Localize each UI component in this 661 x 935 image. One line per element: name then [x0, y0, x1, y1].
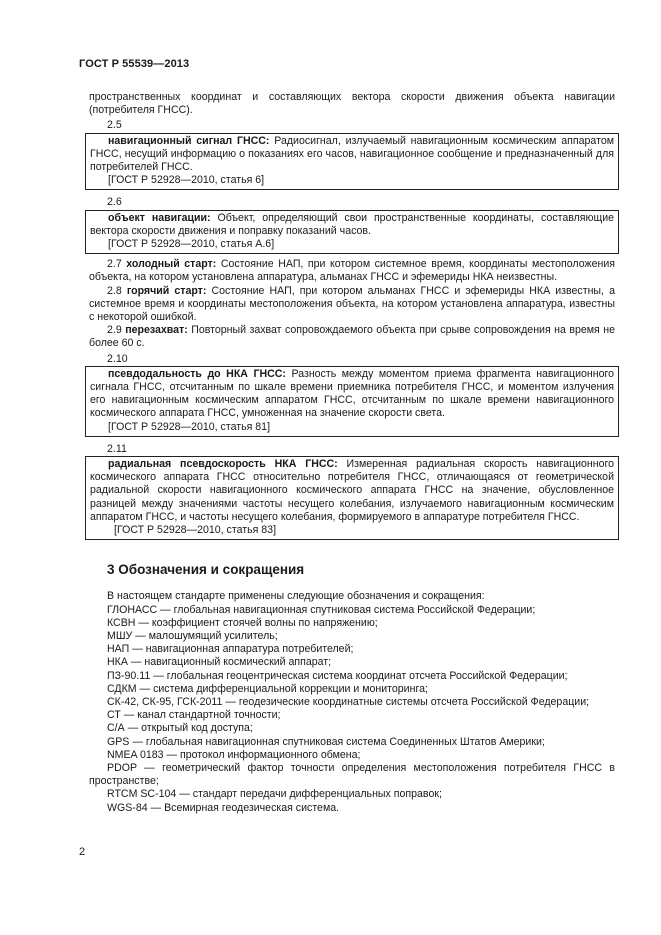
term-name: псевдодальность до НКА ГНСС:: [108, 367, 286, 380]
term-number: 2.8: [107, 284, 122, 297]
term-box: [85, 456, 619, 540]
term-text: Состояние НАП, при котором системное время, координаты местоположения объекта, на котором установлена аппаратура, альманах ГНСС и эфемериды НКА неизвестны.: [89, 258, 615, 284]
abbreviation-item: МШУ — малошумящий усилитель;: [107, 629, 278, 642]
term-definition: [90, 212, 614, 238]
term-text: Состояние НАП, при котором альманах ГНСС и эфемериды НКА известны, а системное время и координаты местоположения объекта, на котором установлена аппаратура, известны с некоторой ошибкой.: [89, 284, 615, 324]
term-number: 2.9: [107, 324, 122, 337]
term-name: радиальная псевдоскорость НКА ГНСС:: [108, 458, 338, 471]
term-text: Измеренная радиальная скорость навигационного космического аппарата ГНСС относительно потребителя ГНСС, отличающаяся от геометрической радиальной скорости навигационного космического аппарата ГНСС на значение, обусловленное разницей между значениями частоты несущего колебания, излучаемого навигационным космическим аппаратом ГНСС, и частоты несущего колебания, формируемого в аппаратуре потребителя ГНСС.: [90, 458, 614, 523]
abbreviation-item: WGS-84 — Всемирная геодезическая система.: [107, 801, 340, 814]
abbreviation-item: С/А — открытый код доступа;: [107, 722, 253, 735]
term-name: объект навигации:: [108, 211, 211, 224]
term-text: Разность между моментом приема фрагмента навигационного сигнала ГНСС, отсчитанным по шкале времени приемника потребителя ГНСС, и моментом излучения его навигационным космическим аппаратом ГНСС, отсчитанным по шкале времени навигационного космического аппарата ГНСС, умноженная на значение скорости света.: [90, 367, 614, 420]
abbreviation-item: NMEA 0183 — протокол информационного обмена;: [107, 748, 361, 761]
document-header: ГОСТ Р 55539—2013: [79, 58, 190, 70]
abbreviation-item: GPS — глобальная навигационная спутниковая система Соединенных Штатов Америки;: [107, 735, 545, 748]
abbreviation-item: PDOP — геометрический фактор точности определения местоположения потребителя ГНСС в пространстве;: [89, 761, 615, 788]
page-content: [89, 91, 615, 815]
intro-tail-paragraph: пространственных координат и составляющих вектора скорости движения объекта навигации (потребителя ГНСС).: [89, 91, 615, 117]
term-name: навигационный сигнал ГНСС:: [108, 134, 270, 147]
term-box: [85, 210, 619, 255]
term-source: [ГОСТ Р 52928—2010, статья 83]: [114, 524, 277, 537]
term-box: [85, 133, 619, 191]
section-title: 3 Обозначения и сокращения: [107, 562, 305, 578]
abbreviation-item: КСВН — коэффициент стоячей волны по напряжению;: [107, 616, 378, 629]
term-name: горячий старт:: [126, 284, 207, 297]
term-definition: [90, 458, 614, 524]
term-definition: [90, 368, 614, 421]
abbreviation-item: СТ — канал стандартной точности;: [107, 709, 281, 722]
term-number: 2.6: [107, 196, 122, 209]
term-name: холодный старт:: [126, 258, 217, 271]
term-text: Повторный захват сопровождаемого объекта при срыве сопровождения на время не более 60 с.: [89, 324, 615, 350]
abbreviation-item: ПЗ-90.11 — глобальная геоцентрическая система координат отсчета Российской Федерации;: [107, 669, 568, 682]
term-name: перезахват:: [125, 324, 188, 337]
term-paragraph: [89, 324, 615, 350]
abbreviation-item: НКА — навигационный космический аппарат;: [107, 656, 332, 669]
term-definition: [90, 135, 614, 175]
page-number: 2: [79, 846, 86, 858]
term-number: 2.5: [107, 119, 122, 132]
abbreviation-item: НАП — навигационная аппаратура потребителей;: [107, 643, 354, 656]
term-paragraph: [89, 285, 615, 325]
abbreviation-item: ГЛОНАСС — глобальная навигационная спутниковая система Российской Федерации;: [107, 603, 536, 616]
term-source: [ГОСТ Р 52928—2010, статья 6]: [108, 174, 265, 187]
term-number: 2.11: [107, 442, 127, 455]
term-source: [ГОСТ Р 52928—2010, статья 81]: [108, 420, 271, 433]
section-intro: В настоящем стандарте применены следующие обозначения и сокращения:: [107, 590, 485, 603]
abbreviation-item: СДКМ — система дифференциальной коррекции и мониторинга;: [107, 682, 428, 695]
abbreviation-item: СК-42, СК-95, ГСК-2011 — геодезические координатные системы отсчета Российской Федерации;: [107, 695, 590, 708]
term-box: [85, 366, 619, 437]
term-text: Радиосигнал, излучаемый навигационным космическим аппаратом ГНСС, несущий информацию о показаниях его часов, навигационное сообщение и предназначенный для потребителей ГНСС.: [90, 134, 614, 174]
term-number: 2.10: [107, 352, 128, 365]
term-source: [ГОСТ Р 52928—2010, статья А.6]: [108, 238, 275, 251]
term-number: 2.7: [107, 258, 122, 271]
term-paragraph: [89, 258, 615, 284]
abbreviation-item: RTCM SC-104 — стандарт передачи дифференциальных поправок;: [107, 788, 442, 801]
term-text: Объект, определяющий свои пространственные координаты, составляющие вектора скорости движения и поправку показаний часов.: [90, 211, 615, 237]
